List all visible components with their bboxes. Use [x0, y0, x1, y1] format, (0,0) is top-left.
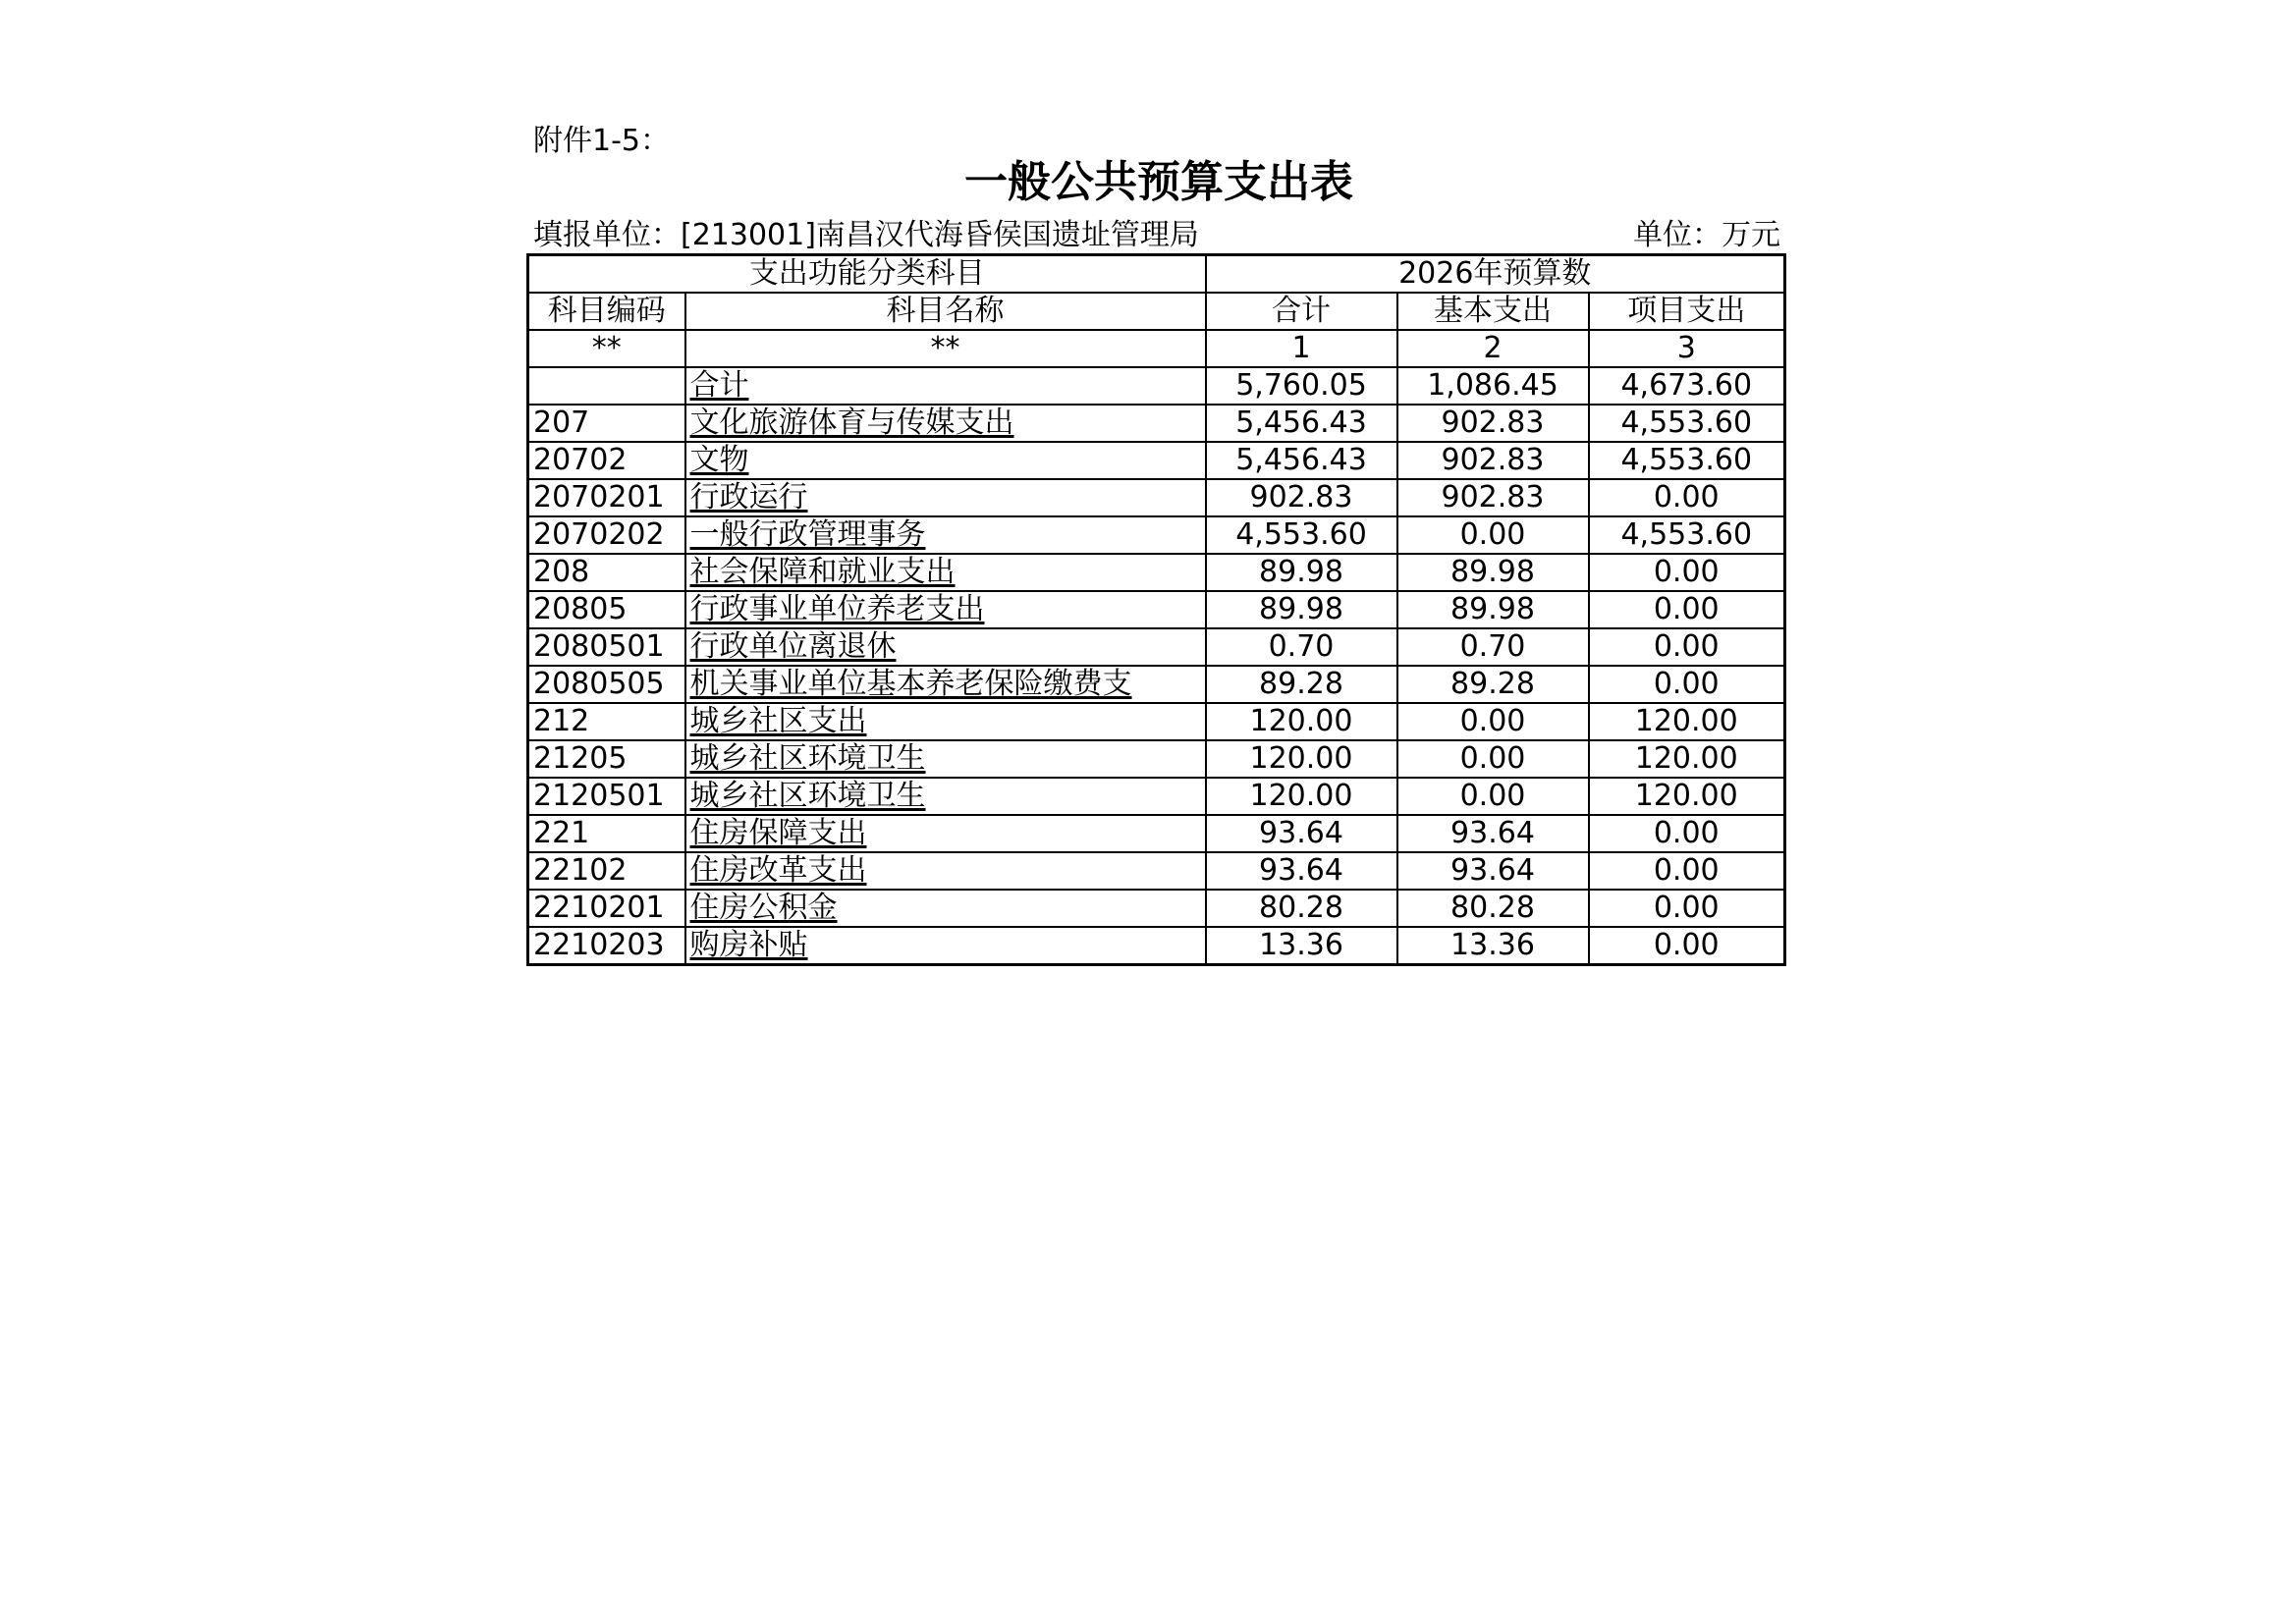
cell-name [685, 479, 1206, 516]
cell-project: 0.00 [1589, 591, 1785, 628]
cell-basic: 902.83 [1397, 442, 1589, 479]
cell-basic: 0.00 [1397, 516, 1589, 554]
col-header-basic: 基本支出 [1397, 293, 1589, 330]
cell-total: 93.64 [1206, 852, 1397, 890]
cell-name-text: 行政事业单位养老支出 [689, 592, 985, 626]
index-cell: 3 [1589, 330, 1785, 367]
cell-code: 2080505 [528, 666, 685, 703]
cell-name-text: 城乡社区环境卫生 [689, 779, 926, 813]
cell-project: 4,553.60 [1589, 516, 1785, 554]
cell-project: 0.00 [1589, 852, 1785, 890]
cell-name [685, 367, 1206, 405]
cell-name [685, 516, 1206, 554]
col-header-code: 科目编码 [528, 293, 685, 330]
cell-project: 120.00 [1589, 778, 1785, 815]
cell-total: 5,760.05 [1206, 367, 1397, 405]
cell-total: 89.28 [1206, 666, 1397, 703]
table-row [528, 591, 1785, 628]
index-cell: 2 [1397, 330, 1589, 367]
cell-project: 4,553.60 [1589, 442, 1785, 479]
cell-name-text: 文物 [689, 443, 749, 477]
cell-code: 21205 [528, 740, 685, 778]
index-cell: ** [528, 330, 685, 367]
currency-unit: 单位：万元 [1633, 218, 1780, 252]
cell-code: 208 [528, 554, 685, 591]
index-cell: ** [685, 330, 1206, 367]
cell-project: 4,673.60 [1589, 367, 1785, 405]
cell-name [685, 405, 1206, 442]
cell-name-text: 社会保障和就业支出 [689, 555, 956, 589]
cell-total: 120.00 [1206, 740, 1397, 778]
cell-project: 0.00 [1589, 554, 1785, 591]
cell-code: 2070202 [528, 516, 685, 554]
index-cell: 1 [1206, 330, 1397, 367]
col-header-project: 项目支出 [1589, 293, 1785, 330]
page-title: 一般公共预算支出表 [964, 157, 1353, 207]
cell-code: 2120501 [528, 778, 685, 815]
cell-code: 2210201 [528, 890, 685, 927]
cell-basic: 93.64 [1397, 852, 1589, 890]
cell-name [685, 666, 1206, 703]
cell-code: 20702 [528, 442, 685, 479]
cell-basic: 902.83 [1397, 479, 1589, 516]
attachment-label: 附件1-5： [533, 124, 670, 158]
group-header-function: 支出功能分类科目 [528, 255, 1206, 294]
table-row [528, 890, 1785, 927]
cell-code: 2070201 [528, 479, 685, 516]
cell-name-text: 行政运行 [689, 480, 808, 514]
column-header-row [528, 293, 1785, 330]
table-row [528, 628, 1785, 666]
table-row [528, 778, 1785, 815]
cell-name-text: 一般行政管理事务 [689, 517, 926, 552]
cell-project: 0.00 [1589, 890, 1785, 927]
cell-code: 212 [528, 703, 685, 740]
cell-project: 120.00 [1589, 740, 1785, 778]
col-header-name: 科目名称 [685, 293, 1206, 330]
cell-project: 120.00 [1589, 703, 1785, 740]
cell-code: 20805 [528, 591, 685, 628]
cell-project: 0.00 [1589, 666, 1785, 703]
cell-project: 0.00 [1589, 479, 1785, 516]
col-header-total: 合计 [1206, 293, 1397, 330]
table-row [528, 815, 1785, 852]
cell-total: 89.98 [1206, 554, 1397, 591]
cell-total: 902.83 [1206, 479, 1397, 516]
table-row [528, 740, 1785, 778]
cell-project: 0.00 [1589, 628, 1785, 666]
cell-name [685, 927, 1206, 965]
index-row [528, 330, 1785, 367]
cell-basic: 0.00 [1397, 740, 1589, 778]
cell-total: 4,553.60 [1206, 516, 1397, 554]
cell-name-text: 住房改革支出 [689, 853, 867, 888]
cell-project: 4,553.60 [1589, 405, 1785, 442]
cell-total: 13.36 [1206, 927, 1397, 965]
cell-code: 221 [528, 815, 685, 852]
table-row [528, 516, 1785, 554]
table-row [528, 442, 1785, 479]
cell-name-text: 文化旅游体育与传媒支出 [689, 406, 1014, 440]
cell-name-text: 住房保障支出 [689, 816, 867, 850]
cell-name-text: 城乡社区环境卫生 [689, 741, 926, 776]
cell-name-text: 住房公积金 [689, 891, 838, 925]
cell-total: 5,456.43 [1206, 442, 1397, 479]
cell-name-text: 行政单位离退休 [689, 629, 897, 664]
cell-basic: 89.98 [1397, 591, 1589, 628]
cell-name [685, 703, 1206, 740]
cell-code [528, 367, 685, 405]
cell-total: 80.28 [1206, 890, 1397, 927]
cell-name [685, 554, 1206, 591]
cell-basic: 902.83 [1397, 405, 1589, 442]
cell-name-text: 机关事业单位基本养老保险缴费支 [689, 667, 1132, 701]
cell-total: 120.00 [1206, 778, 1397, 815]
cell-name-text: 合计 [689, 368, 749, 403]
cell-total: 0.70 [1206, 628, 1397, 666]
table-row [528, 852, 1785, 890]
cell-basic: 0.00 [1397, 703, 1589, 740]
cell-name [685, 890, 1206, 927]
cell-total: 89.98 [1206, 591, 1397, 628]
cell-name [685, 740, 1206, 778]
cell-basic: 13.36 [1397, 927, 1589, 965]
cell-code: 2210203 [528, 927, 685, 965]
cell-project: 0.00 [1589, 815, 1785, 852]
cell-basic: 89.98 [1397, 554, 1589, 591]
cell-project: 0.00 [1589, 927, 1785, 965]
cell-name [685, 442, 1206, 479]
cell-code: 22102 [528, 852, 685, 890]
cell-name-text: 购房补贴 [689, 928, 808, 962]
cell-basic: 93.64 [1397, 815, 1589, 852]
cell-code: 2080501 [528, 628, 685, 666]
group-header-row [528, 255, 1785, 294]
table-row [528, 367, 1785, 405]
cell-total: 120.00 [1206, 703, 1397, 740]
cell-basic: 0.00 [1397, 778, 1589, 815]
cell-total: 5,456.43 [1206, 405, 1397, 442]
cell-name [685, 628, 1206, 666]
cell-name [685, 852, 1206, 890]
table-row [528, 554, 1785, 591]
cell-basic: 80.28 [1397, 890, 1589, 927]
budget-table-body [528, 255, 1785, 965]
cell-basic: 0.70 [1397, 628, 1589, 666]
group-header-budget: 2026年预算数 [1206, 255, 1785, 294]
cell-code: 207 [528, 405, 685, 442]
cell-basic: 1,086.45 [1397, 367, 1589, 405]
table-row [528, 927, 1785, 965]
cell-name [685, 778, 1206, 815]
table-row [528, 703, 1785, 740]
cell-basic: 89.28 [1397, 666, 1589, 703]
cell-name [685, 591, 1206, 628]
cell-name [685, 815, 1206, 852]
budget-table [526, 253, 1786, 966]
table-row [528, 666, 1785, 703]
table-row [528, 405, 1785, 442]
report-meta [533, 218, 1780, 253]
table-row [528, 479, 1785, 516]
cell-name-text: 城乡社区支出 [689, 704, 867, 738]
reporting-unit: 填报单位：[213001]南昌汉代海昏侯国遗址管理局 [533, 218, 1199, 252]
cell-total: 93.64 [1206, 815, 1397, 852]
